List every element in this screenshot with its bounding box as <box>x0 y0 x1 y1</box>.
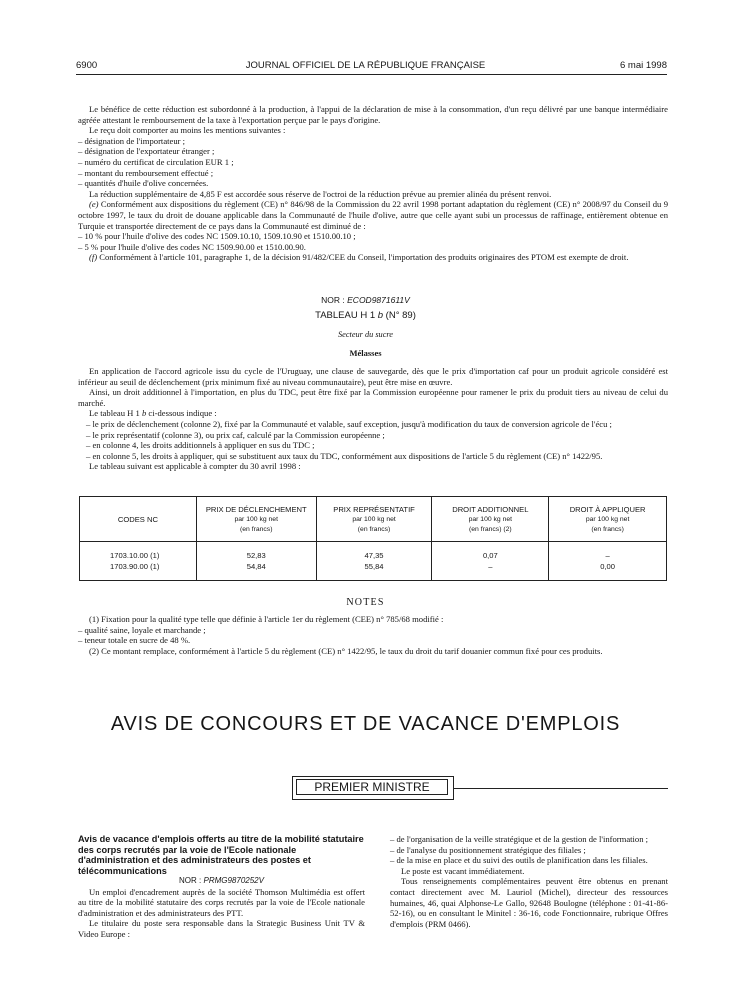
avis-title: Avis de vacance d'emplois offerts au titre de la mobilité statutaire des corps recrutés par la voie de l'Ecole nationale d'administration et des administrateurs des postes et télécommunications <box>78 834 364 876</box>
column-title: PRIX DE DÉCLENCHEMENT <box>205 504 307 514</box>
sector-title: Secteur du sucre <box>338 330 393 339</box>
table-cell: 47,35 <box>316 542 432 562</box>
list-item: – de l'analyse du positionnement stratégique des filiales ; <box>390 844 586 855</box>
paragraph: Le poste est vacant immédiatement. <box>401 865 525 876</box>
table-row <box>80 542 667 562</box>
column-title: DROIT À APPLIQUER <box>569 504 646 514</box>
list-item: – de l'organisation de la veille stratégique et de la gestion de l'information ; <box>390 834 649 844</box>
list-item: – 10 % pour l'huile d'olive des codes NC 1509.10.10, 1509.10.90 et 1510.00.10 ; <box>78 231 356 242</box>
list-item: – montant du remboursement effectué ; <box>78 167 214 178</box>
avis-banner: AVIS DE CONCOURS ET DE VACANCE D'EMPLOIS <box>110 713 621 735</box>
page-number: 6900 <box>76 60 98 71</box>
column-header <box>432 497 549 542</box>
notes-heading: NOTES <box>346 597 385 608</box>
column-title: DROIT ADDITIONNEL <box>452 504 529 514</box>
column-subtitle: par 100 kg net (en francs) <box>234 515 278 533</box>
paragraph <box>78 199 668 231</box>
list-item: – désignation de l'importateur ; <box>78 135 186 146</box>
avis-right-column <box>390 834 668 929</box>
column-header <box>316 497 432 542</box>
table-title-number: (N° 89) <box>383 310 416 321</box>
paragraph: En application de l'accord agricole issu du cycle de l'Uruguay, une clause de sauvegarde, dès que le prix d'importation caf pour un produit agricole considéré est inférieur au seuil de déclenchement (prix minimum fixé au niveau communautaire), peut être mise en œuvre. <box>78 366 668 387</box>
column-header <box>196 497 316 542</box>
column-subtitle: par 100 kg net (en francs) <box>585 515 630 533</box>
table-row <box>80 561 667 581</box>
avis-nor <box>78 876 365 887</box>
tariff-table <box>79 496 667 581</box>
list-item: – le prix représentatif (colonne 3), ou prix caf, calculé par la Commission européenne ; <box>86 429 385 440</box>
product-title: Mélasses <box>349 348 382 358</box>
paragraph: Un emploi d'encadrement auprès de la société Thomson Multimédia est offert au titre de la mobilité statutaire des corps recrutés par la voie de l'Ecole nationale d'administration et des administrateurs des PTT. <box>78 886 365 918</box>
nor-code: PRMG9870252V <box>203 876 264 885</box>
table-header-row <box>80 497 667 542</box>
note: (2) Ce montant remplace, conformément à l'article 5 du règlement (CE) n° 1422/95, le taux du droit du tarif douanier commun fixé pour ces produits. <box>89 645 603 656</box>
table-cell: 52,83 <box>196 542 316 562</box>
list-item: – en colonne 4, les droits additionnels à appliquer en sus du TDC ; <box>86 440 315 451</box>
paragraph: Le bénéfice de cette réduction est subordonné à la production, à l'appui de la déclaration de mise à la consommation, d'un reçu délivré par une banque intermédiaire agréée attestant le remboursement de la taxe à l'exportation perçue par le pays d'origine. <box>78 104 668 125</box>
intro-footnotes <box>78 104 668 263</box>
list-item: – en colonne 5, les droits à appliquer, qui se substituent aux taux du TDC, conformément aux dispositions de l'article 5 du règlement (CE) n° 1422/95. <box>86 450 603 461</box>
list-item: – de la mise en place et du suivi des outils de planification dans les filiales. <box>390 855 648 866</box>
nor-reference <box>0 295 731 305</box>
table-cell: 1703.90.00 (1) <box>80 561 197 581</box>
table-title-text: TABLEAU H 1 <box>315 310 378 321</box>
text: Le tableau H 1 <box>89 408 142 419</box>
list-item: – numéro du certificat de circulation EUR 1 ; <box>78 156 234 167</box>
list-item: – qualité saine, loyale et marchande ; <box>78 624 206 635</box>
paragraph: Le tableau suivant est applicable à compter du 30 avril 1998 : <box>89 461 301 472</box>
avis-left-column <box>78 834 365 940</box>
table-cell: – <box>432 561 549 581</box>
ministry-title: PREMIER MINISTRE <box>296 779 448 795</box>
table-title <box>0 310 731 321</box>
column-header <box>549 497 667 542</box>
table-cell: 1703.10.00 (1) <box>80 542 197 562</box>
nor-code: ECOD9871611V <box>347 295 410 305</box>
paragraph <box>78 408 668 419</box>
paragraph: Le reçu doit comporter au moins les mentions suivantes : <box>89 125 286 136</box>
paragraph: Ainsi, un droit additionnel à l'importation, en plus du TDC, peut être fixé par la Commission européenne pour ramener le prix du produit tiers au niveau de celui du marché. <box>78 387 668 408</box>
table-title-letter: b <box>377 310 384 321</box>
footnote-label: (f) <box>89 252 98 263</box>
column-header <box>80 497 197 542</box>
list-item: – le prix de déclenchement (colonne 2), fixé par la Communauté et valable, sauf exception, jusqu'à modification du taux de conversion agricole de l'écu ; <box>86 418 612 429</box>
issue-date: 6 mai 1998 <box>619 60 667 71</box>
notes-body <box>78 614 668 656</box>
list-item: – quantités d'huile d'olive concernées. <box>78 178 209 189</box>
table-cell: – <box>549 542 667 562</box>
column-title: CODES NC <box>117 514 158 524</box>
text: ci-dessous indique : <box>146 408 217 419</box>
paragraph: La réduction supplémentaire de 4,85 F est accordée sous réserve de l'octroi de la réduction prévue au premier alinéa du présent renvoi. <box>89 188 552 199</box>
header-rule <box>76 74 667 75</box>
table-cell: 0,00 <box>549 561 667 581</box>
note: (1) Fixation pour la qualité type telle que définie à l'article 1er du règlement (CEE) n° 785/68 modifié : <box>89 614 444 624</box>
nor-label: NOR : <box>179 876 204 885</box>
paragraph <box>78 252 668 263</box>
column-title: PRIX REPRÉSENTATIF <box>333 504 415 514</box>
journal-title: JOURNAL OFFICIEL DE LA RÉPUBLIQUE FRANÇAISE <box>245 60 486 71</box>
list-item: – teneur totale en sucre de 48 %. <box>78 635 191 646</box>
footnote-label: (e) <box>89 199 99 210</box>
paragraph: Le titulaire du poste sera responsable dans la Strategic Business Unit TV & Video Europe : <box>78 918 365 939</box>
paragraph: Tous renseignements complémentaires peuvent être obtenus en prenant contact directement avec M. Lauriol (Michel), directeur des ressources humaines, 46, quai Alphonse-Le Gallo, 92648 Boulogne (téléphone : 01-41-86-52-16), ou en consultant le Minitel : 36-16, code Fonctionnaire, rubrique Offres d'emplois (PRM 0466). <box>390 876 668 929</box>
column-subtitle: par 100 kg net (en francs) <box>352 515 396 533</box>
section-body <box>78 366 668 472</box>
table-cell: 54,84 <box>196 561 316 581</box>
footnote-text: Conformément aux dispositions du règlement (CE) n° 846/98 de la Commission du 22 avril 1998 portant adaptation du règlement (CE) n° 2008/97 du Conseil du 9 octobre 1997, le taux du droit de douane applicable dans la Communauté de l'huile d'olive, autre que celle ayant subi un processus de raffinage, entièrement obtenue en Turquie et transportée directement de ce pays dans la Communauté est diminué de : <box>78 199 668 231</box>
text-italic: b <box>141 408 147 419</box>
list-item: – 5 % pour l'huile d'olive des codes NC 1509.90.00 et 1510.00.90. <box>78 241 306 252</box>
footnote-text: Conformément à l'article 101, paragraphe 1, de la décision 91/482/CEE du Conseil, l'importation des produits originaires des PTOM est exempte de droit. <box>97 252 629 263</box>
ministry-rule <box>453 788 668 789</box>
list-item: – désignation de l'exportateur étranger ; <box>78 146 215 157</box>
table-cell: 0,07 <box>432 542 549 562</box>
table-cell: 55,84 <box>316 561 432 581</box>
column-subtitle: par 100 kg net (en francs) (2) <box>468 515 513 533</box>
nor-label: NOR : <box>321 295 348 305</box>
